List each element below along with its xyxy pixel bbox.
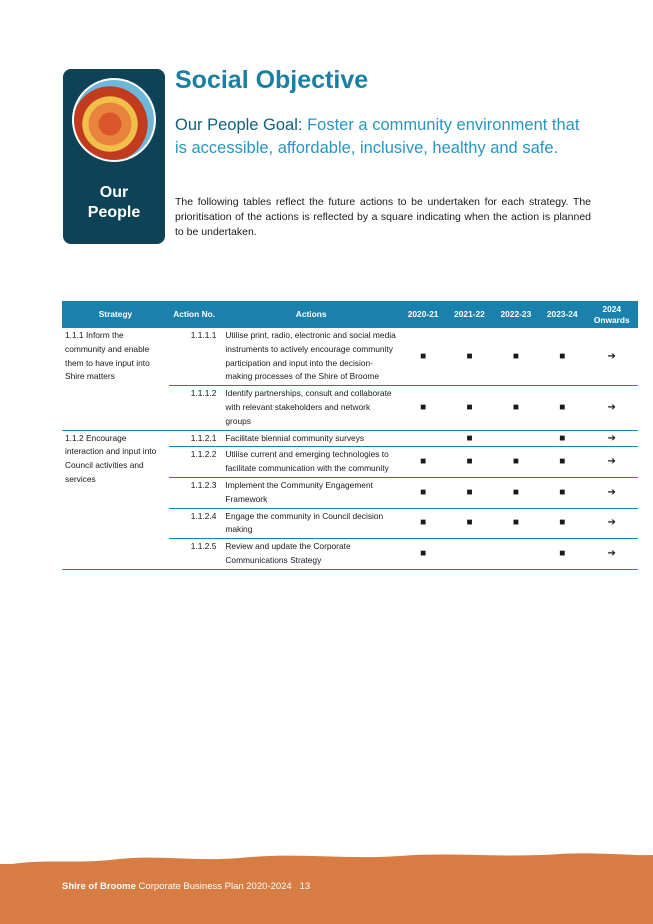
scheduled-square-icon: ■ [400,477,446,508]
scheduled-square-icon: ■ [539,386,585,430]
scheduled-square-icon: ■ [400,386,446,430]
our-people-badge [63,69,165,244]
scheduled-square-icon: ■ [400,328,446,386]
scheduled-square-icon: ■ [539,539,585,570]
action-number: 1.1.2.3 [169,477,222,508]
action-number: 1.1.2.2 [169,447,222,478]
empty-year-cell [493,539,539,570]
actions-table [62,301,638,570]
scheduled-square-icon: ■ [539,328,585,386]
arrow-right-icon: ➔ [585,430,638,447]
footer-page-number: 13 [299,881,311,892]
action-number: 1.1.1.2 [169,386,222,430]
goal-label: Our People Goal: [175,116,303,134]
scheduled-square-icon: ■ [539,477,585,508]
header-strategy: Strategy [62,301,169,328]
action-text: Engage the community in Council decision making [222,508,400,539]
action-text: Identify partnerships, consult and collaborate with relevant stakeholders and network groups [222,386,400,430]
scheduled-square-icon: ■ [539,508,585,539]
action-text: Review and update the Corporate Communications Strategy [222,539,400,570]
footer-org: Shire of Broome [62,881,136,892]
scheduled-square-icon: ■ [446,430,492,447]
scheduled-square-icon: ■ [493,508,539,539]
header-2021-22: 2021-22 [446,301,492,328]
arrow-right-icon: ➔ [585,508,638,539]
strategy-cell: 1.1.1 Inform the community and enable them to have input into Shire matters [62,328,169,430]
scheduled-square-icon: ■ [446,386,492,430]
footer [62,881,310,892]
intro-paragraph: The following tables reflect the future actions to be undertaken for each strategy. The prioritisation of the actions is reflected by a square indicating when the action is planned to be undertaken. [175,196,591,238]
goal-statement [175,114,595,160]
arrow-right-icon: ➔ [585,477,638,508]
arrow-right-icon: ➔ [585,328,638,386]
scheduled-square-icon: ■ [446,508,492,539]
empty-year-cell [446,539,492,570]
scheduled-square-icon: ■ [493,386,539,430]
action-text: Utilise print, radio, electronic and social media instruments to actively encourage community participation and input into the decision-making processes of the Shire of Broome [222,328,400,386]
goal-text: Foster a community environment that is accessible, affordable, inclusive, healthy and safe. [175,116,580,157]
scheduled-square-icon: ■ [539,447,585,478]
table-row [62,328,638,386]
scheduled-square-icon: ■ [446,328,492,386]
scheduled-square-icon: ■ [446,447,492,478]
scheduled-square-icon: ■ [400,447,446,478]
header-action-no: Action No. [169,301,222,328]
table-body [62,328,638,569]
scheduled-square-icon: ■ [446,477,492,508]
empty-year-cell [400,430,446,447]
action-number: 1.1.2.5 [169,539,222,570]
scheduled-square-icon: ■ [400,508,446,539]
action-number: 1.1.1.1 [169,328,222,386]
header-2023-24: 2023-24 [539,301,585,328]
arrow-right-icon: ➔ [585,386,638,430]
empty-year-cell [493,430,539,447]
badge-line-1: Our [99,184,129,201]
badge-line-2: People [87,204,141,221]
badge-label [63,183,165,223]
scheduled-square-icon: ■ [539,430,585,447]
header-actions: Actions [222,301,400,328]
table-header-row [62,301,638,328]
action-text: Utilise current and emerging technologies to facilitate communication with the community [222,447,400,478]
footer-doc: Corporate Business Plan 2020-2024 [135,881,292,892]
scheduled-square-icon: ■ [400,539,446,570]
dragon-photo [72,78,156,162]
action-text: Facilitate biennial community surveys [222,430,400,447]
strategy-cell: 1.1.2 Encourage interaction and input into Council activities and services [62,430,169,569]
action-number: 1.1.2.1 [169,430,222,447]
header-2022-23: 2022-23 [493,301,539,328]
scheduled-square-icon: ■ [493,477,539,508]
scheduled-square-icon: ■ [493,447,539,478]
page-title: Social Objective [175,66,369,94]
action-text: Implement the Community Engagement Framework [222,477,400,508]
header-2020-21: 2020-21 [400,301,446,328]
header-onwards: 2024 Onwards [585,301,638,328]
table-row [62,430,638,447]
action-number: 1.1.2.4 [169,508,222,539]
scheduled-square-icon: ■ [493,328,539,386]
arrow-right-icon: ➔ [585,539,638,570]
arrow-right-icon: ➔ [585,447,638,478]
footer-band [0,864,653,924]
